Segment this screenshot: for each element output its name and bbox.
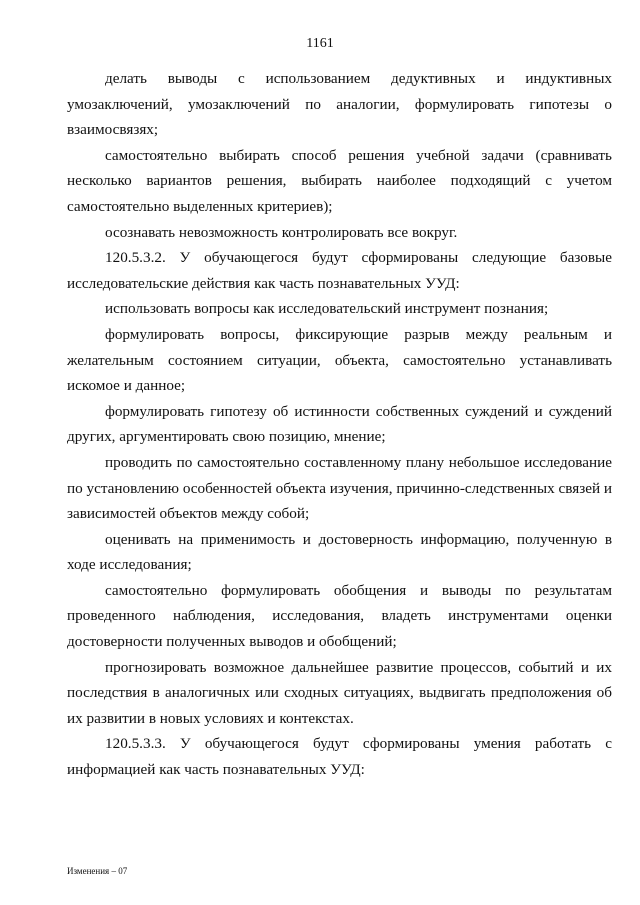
- paragraph: оценивать на применимость и достоверность информацию, полученную в ходе исследования;: [67, 530, 612, 574]
- paragraph: самостоятельно выбирать способ решения учебной задачи (сравнивать несколько вариантов решения, выбирать наиболее подходящий с учетом самостоятельно выделенных критериев);: [67, 146, 612, 215]
- paragraph: использовать вопросы как исследовательский инструмент познания;: [105, 300, 549, 318]
- footer-note: Изменения – 07: [67, 866, 128, 876]
- paragraph: осознавать невозможность контролировать все вокруг.: [105, 223, 458, 241]
- paragraph: проводить по самостоятельно составленному плану небольшое исследование по установлению особенностей объекта изучения, причинно-следственных связей и зависимостей объектов между собой;: [67, 453, 613, 523]
- paragraph: делать выводы с использованием дедуктивных и индуктивных умозаключений, умозаключений по аналогии, формулировать гипотезы о взаимосвязях;: [67, 70, 612, 139]
- document-body: [67, 66, 612, 783]
- paragraph: прогнозировать возможное дальнейшее развитие процессов, событий и их последствия в аналогичных или сходных ситуациях, выдвигать предположения об их развитии в новых условиях и контекстах.: [67, 658, 612, 727]
- paragraph: формулировать вопросы, фиксирующие разрыв между реальным и желательным состоянием ситуации, объекта, самостоятельно устанавливать искомое и данное;: [67, 325, 612, 395]
- page-number: 1161: [306, 36, 334, 51]
- paragraph: самостоятельно формулировать обобщения и выводы по результатам проведенного наблюдения, исследования, владеть инструментами оценки достоверности полученных выводов и обобщений;: [67, 581, 612, 651]
- section-heading-paragraph: 120.5.3.3. У обучающегося будут сформированы умения работать с информацией как часть познавательных УУД:: [67, 735, 612, 779]
- paragraph: формулировать гипотезу об истинности собственных суждений и суждений других, аргументировать свою позицию, мнение;: [67, 402, 612, 446]
- section-heading-paragraph: 120.5.3.2. У обучающегося будут сформированы следующие базовые исследовательские действия как часть познавательных УУД:: [67, 249, 612, 292]
